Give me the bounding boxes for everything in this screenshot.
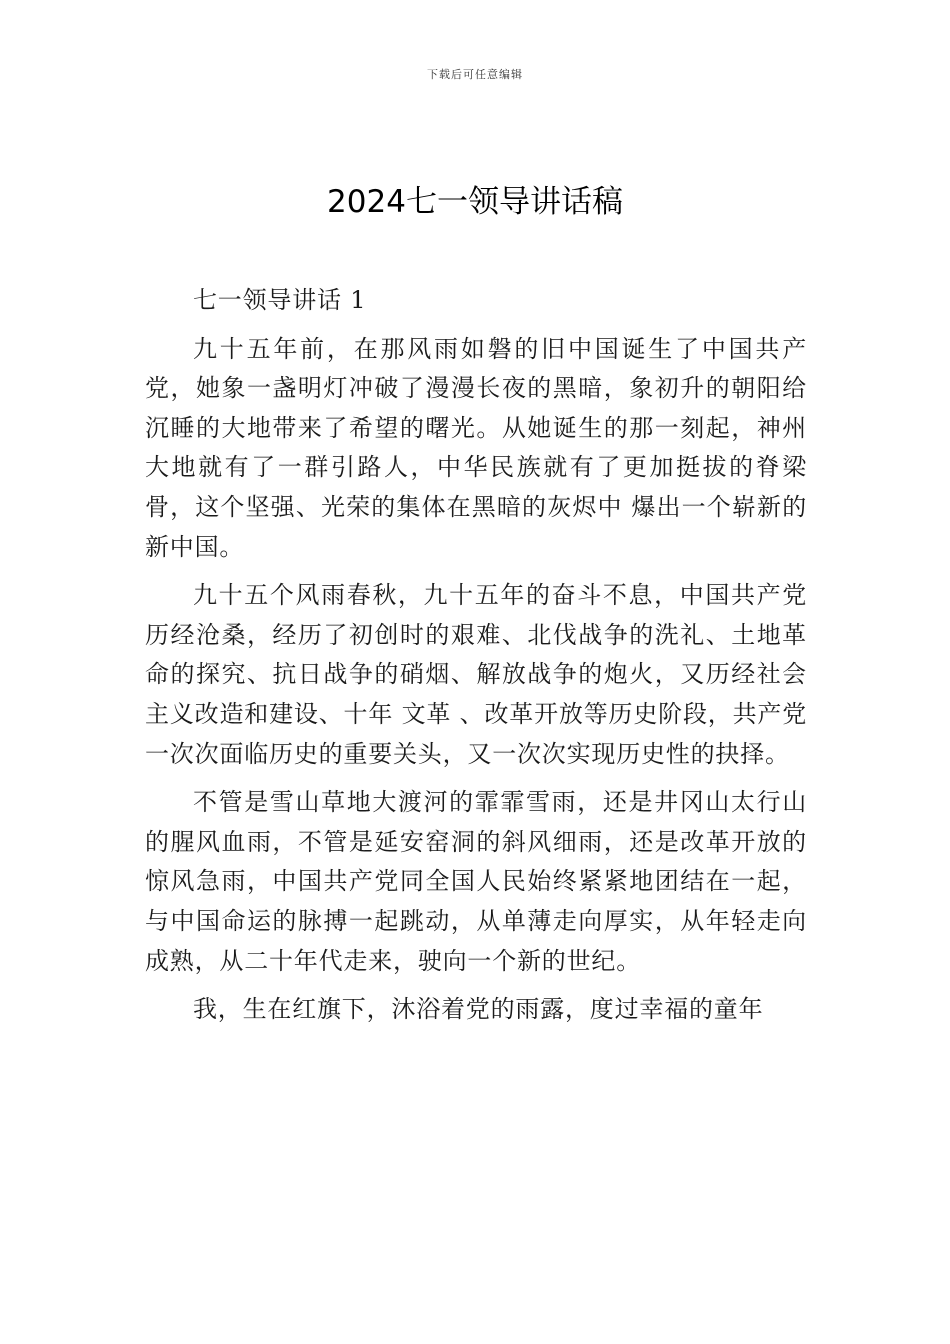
paragraph-1: 九十五年前，在那风雨如磐的旧中国诞生了中国共产党，她象一盏明灯冲破了漫漫长夜的黑暗，象初升的朝阳给沉睡的大地带来了希望的曙光。从她诞生的那一刻起，神州大地就有了一群引路人，中华民族就有了更加挺拔的脊梁骨，这个坚强、光荣的集体在黑暗的灰烬中 爆出一个崭新的新中国。 xyxy=(145,334,807,561)
paragraph-2: 九十五个风雨春秋，九十五年的奋斗不息，中国共产党历经沧桑，经历了初创时的艰难、北伐战争的洗礼、土地革命的探究、抗日战争的硝烟、解放战争的炮火，又历经社会主义改造和建设、十年 文革 、改革开放等历史阶段，共产党一次次面临历史的重要关头，又一次次实现历史性的抉择。 xyxy=(145,581,807,768)
section-subtitle: 七一领导讲话 1 xyxy=(193,286,367,314)
document-title: 2024七一领导讲话稿 xyxy=(327,184,623,220)
document-body xyxy=(145,281,807,1039)
paragraph-3: 不管是雪山草地大渡河的霏霏雪雨，还是井冈山太行山的腥风血雨，不管是延安窑洞的斜风细雨，还是改革开放的惊风急雨，中国共产党同全国人民始终紧紧地团结在一起，与中国命运的脉搏一起跳动，从单薄走向厚实，从年轻走向成熟，从二十年代走来，驶向一个新的世纪。 xyxy=(145,788,807,975)
paragraph-4: 我，生在红旗下，沐浴着党的雨露，度过幸福的童年 xyxy=(193,995,764,1024)
header-note: 下载后可任意编辑 xyxy=(427,68,523,81)
